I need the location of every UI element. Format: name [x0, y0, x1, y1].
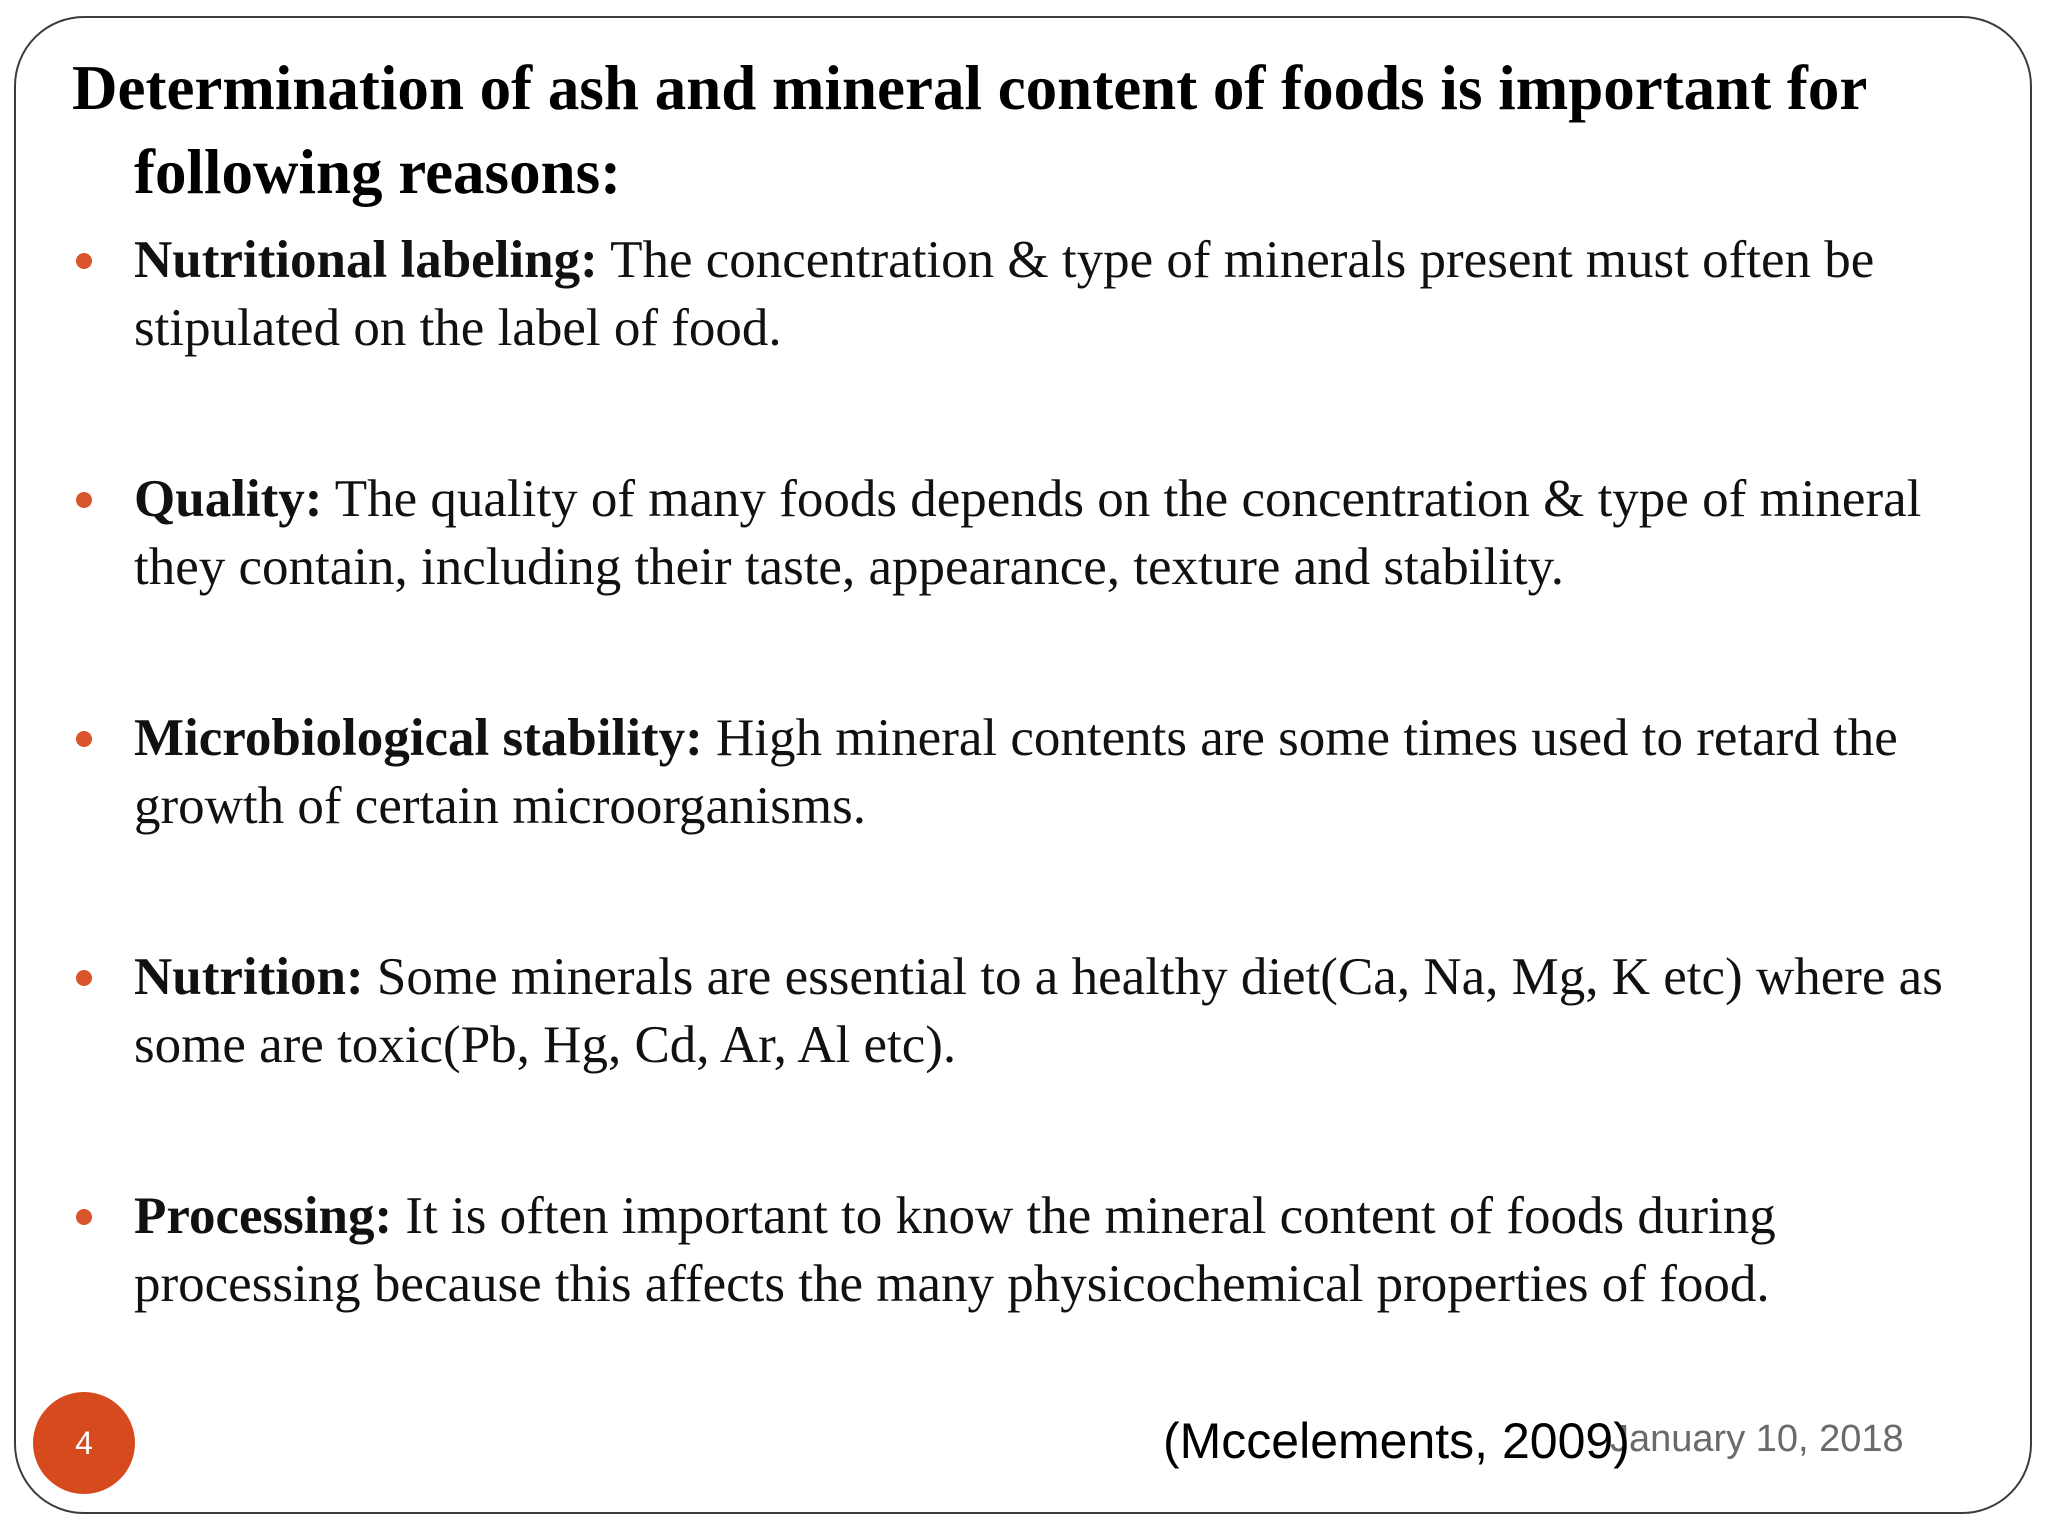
bullet-label: Quality: [134, 470, 323, 528]
list-item [72, 1182, 1972, 1318]
bullet-dot-icon [76, 970, 92, 986]
list-item [72, 943, 1972, 1079]
slide-date: January 10, 2018 [1610, 1418, 1904, 1460]
bullet-dot-icon [76, 1209, 92, 1225]
bullet-label: Nutritional labeling: [134, 231, 598, 289]
list-item [72, 465, 1972, 601]
page-number-badge: 4 [33, 1392, 135, 1494]
bullet-text: The concentration & type of minerals present must often be stipulated on the label of food. [134, 231, 1875, 357]
bullet-label: Processing: [134, 1187, 393, 1245]
bullet-dot-icon [76, 492, 92, 508]
bullet-dot-icon [76, 253, 92, 269]
list-item [72, 226, 1972, 362]
bullet-label: Nutrition: [134, 948, 364, 1006]
slide-title: Determination of ash and mineral content of foods is important for following reasons: [72, 53, 1867, 207]
bullet-text: The quality of many foods depends on the concentration & type of mineral they contain, including their taste, appearance, texture and stability. [134, 470, 1922, 596]
list-item [72, 704, 1972, 840]
citation: (Mccelements, 2009) [1163, 1413, 1630, 1469]
bullet-dot-icon [76, 731, 92, 747]
bullet-text: Some minerals are essential to a healthy diet(Ca, Na, Mg, K etc) where as some are toxic(Pb, Hg, Cd, Ar, Al etc). [134, 948, 1943, 1074]
bullet-text: High mineral contents are some times used to retard the growth of certain microorganisms. [134, 709, 1898, 835]
bullet-text: It is often important to know the mineral content of foods during processing because this affects the many physicochemical properties of food. [134, 1187, 1776, 1313]
bullet-label: Microbiological stability: [134, 709, 703, 767]
